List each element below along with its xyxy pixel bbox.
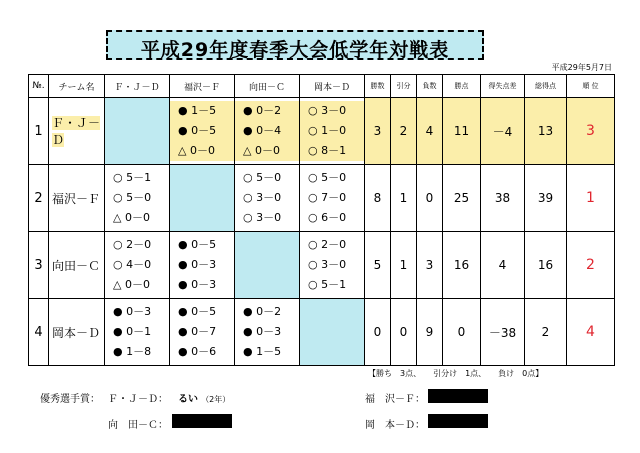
header-okamoto: 岡本－Ｄ (300, 75, 365, 98)
header-fjd: Ｆ・Ｊ－Ｄ (105, 75, 170, 98)
stat-points: 11 (443, 98, 481, 165)
rank-value: 2 (567, 232, 615, 299)
result-item: ○ 5－1 (308, 278, 347, 291)
match-table (28, 74, 615, 366)
stat-wins: 0 (365, 299, 391, 366)
stat-draws: 1 (391, 232, 417, 299)
stat-total-goals: 16 (525, 232, 567, 299)
header-row (29, 75, 615, 98)
stat-points: 0 (443, 299, 481, 366)
stat-wins: 8 (365, 165, 391, 232)
self-cell (235, 232, 300, 299)
result-item: ● 0－5 (178, 238, 217, 251)
result-item: ● 0－3 (178, 278, 217, 291)
header-rank: 順 位 (567, 75, 615, 98)
rank-value: 1 (567, 165, 615, 232)
result-item: △ 0－0 (113, 278, 150, 291)
result-item: ● 0－3 (113, 305, 152, 318)
result-item: ○ 2－0 (308, 238, 347, 251)
result-item: ● 0－4 (235, 121, 299, 141)
rank-value: 3 (567, 98, 615, 165)
result-item: ● 1－5 (243, 345, 282, 358)
self-cell (170, 165, 235, 232)
stat-draws: 0 (391, 299, 417, 366)
result-cell (105, 165, 170, 232)
redacted-name (428, 414, 488, 428)
header-mukaida: 向田－Ｃ (235, 75, 300, 98)
result-item: ● 0－3 (243, 325, 282, 338)
team-no: 2 (29, 165, 49, 232)
points-note: 【勝ち 3点、 引分け 1点、 負け 0点】 (368, 369, 544, 378)
stat-losses: 4 (417, 98, 443, 165)
header-team: チーム名 (49, 75, 105, 98)
stat-draws: 1 (391, 165, 417, 232)
result-item: ● 0－6 (178, 345, 217, 358)
team-name: Ｆ・Ｊ－Ｄ (52, 116, 101, 147)
result-item: ○ 1－0 (300, 121, 364, 141)
header-wins: 勝数 (365, 75, 391, 98)
header-goal-diff: 得失点差 (481, 75, 525, 98)
rank-value: 4 (567, 299, 615, 366)
result-item: ● 0－2 (243, 305, 282, 318)
stat-draws: 2 (391, 98, 417, 165)
result-item: ○ 5－1 (113, 171, 152, 184)
stat-losses: 3 (417, 232, 443, 299)
award-player-grade: （2年） (201, 395, 231, 404)
stat-goal-diff: －4 (481, 98, 525, 165)
result-item: ○ 8－1 (300, 141, 364, 161)
result-cell (170, 299, 235, 366)
header-points: 勝点 (443, 75, 481, 98)
stat-losses: 9 (417, 299, 443, 366)
result-item: ○ 7－0 (308, 191, 347, 204)
result-cell (170, 98, 235, 165)
result-item: ○ 3－0 (308, 258, 347, 271)
stat-total-goals: 39 (525, 165, 567, 232)
redacted-name (428, 389, 488, 403)
stat-wins: 5 (365, 232, 391, 299)
self-cell (300, 299, 365, 366)
result-item: ● 1－8 (113, 345, 152, 358)
page-title: 平成29年度春季大会低学年対戦表 (140, 39, 450, 61)
result-cell (235, 165, 300, 232)
stat-points: 25 (443, 165, 481, 232)
result-cell (300, 165, 365, 232)
header-draws: 引分 (391, 75, 417, 98)
title-box (106, 30, 484, 60)
result-cell (235, 98, 300, 165)
header-total-goals: 総得点 (525, 75, 567, 98)
stat-wins: 3 (365, 98, 391, 165)
award-label: 優秀選手賞： (40, 394, 100, 405)
result-cell (105, 299, 170, 366)
header-losses: 負数 (417, 75, 443, 98)
result-item: ○ 5－0 (113, 191, 152, 204)
header-no: №. (29, 75, 49, 98)
result-item: ○ 3－0 (243, 211, 282, 224)
result-item: ● 1－5 (170, 101, 234, 121)
result-cell (170, 232, 235, 299)
team-row (29, 299, 615, 366)
result-item: ● 0－1 (113, 325, 152, 338)
team-no: 4 (29, 299, 49, 366)
result-item: ● 0－5 (170, 121, 234, 141)
self-cell (105, 98, 170, 165)
award-team-fjd: Ｆ・Ｊ－Ｄ： (108, 394, 168, 405)
result-cell (300, 232, 365, 299)
stat-losses: 0 (417, 165, 443, 232)
result-cell (235, 299, 300, 366)
team-name: 向田－Ｃ (49, 232, 105, 299)
award-team-mukaida: 向 田－Ｃ： (108, 420, 168, 431)
result-item: ● 0－3 (178, 258, 217, 271)
award-team-okamoto: 岡 本－Ｄ： (365, 420, 425, 431)
result-item: ● 0－5 (178, 305, 217, 318)
team-row (29, 165, 615, 232)
result-item: ● 0－7 (178, 325, 217, 338)
stat-goal-diff: 4 (481, 232, 525, 299)
team-name: 福沢－Ｆ (49, 165, 105, 232)
result-item: △ 0－0 (170, 141, 234, 161)
award-player-name: るい (178, 394, 198, 405)
result-item: ○ 5－0 (243, 171, 282, 184)
award-team-fukuzawa: 福 沢－Ｆ： (365, 394, 425, 405)
result-item: ○ 3－0 (243, 191, 282, 204)
team-row (29, 232, 615, 299)
result-item: ● 0－2 (235, 101, 299, 121)
result-cell (300, 98, 365, 165)
stat-points: 16 (443, 232, 481, 299)
header-fukuzawa: 福沢－Ｆ (170, 75, 235, 98)
result-cell (105, 232, 170, 299)
result-item: ○ 4－0 (113, 258, 152, 271)
stat-goal-diff: 38 (481, 165, 525, 232)
date-label: 平成29年5月7日 (551, 63, 612, 72)
team-name: 岡本－Ｄ (49, 299, 105, 366)
result-item: ○ 6－0 (308, 211, 347, 224)
award-player-fjd (178, 390, 230, 405)
team-row (29, 98, 615, 165)
stat-goal-diff: －38 (481, 299, 525, 366)
result-item: ○ 2－0 (113, 238, 152, 251)
result-item: △ 0－0 (235, 141, 299, 161)
team-no: 1 (29, 98, 49, 165)
result-item: ○ 5－0 (308, 171, 347, 184)
redacted-name (172, 414, 232, 428)
team-no: 3 (29, 232, 49, 299)
result-item: ○ 3－0 (300, 101, 364, 121)
stat-total-goals: 2 (525, 299, 567, 366)
stat-total-goals: 13 (525, 98, 567, 165)
result-item: △ 0－0 (113, 211, 150, 224)
